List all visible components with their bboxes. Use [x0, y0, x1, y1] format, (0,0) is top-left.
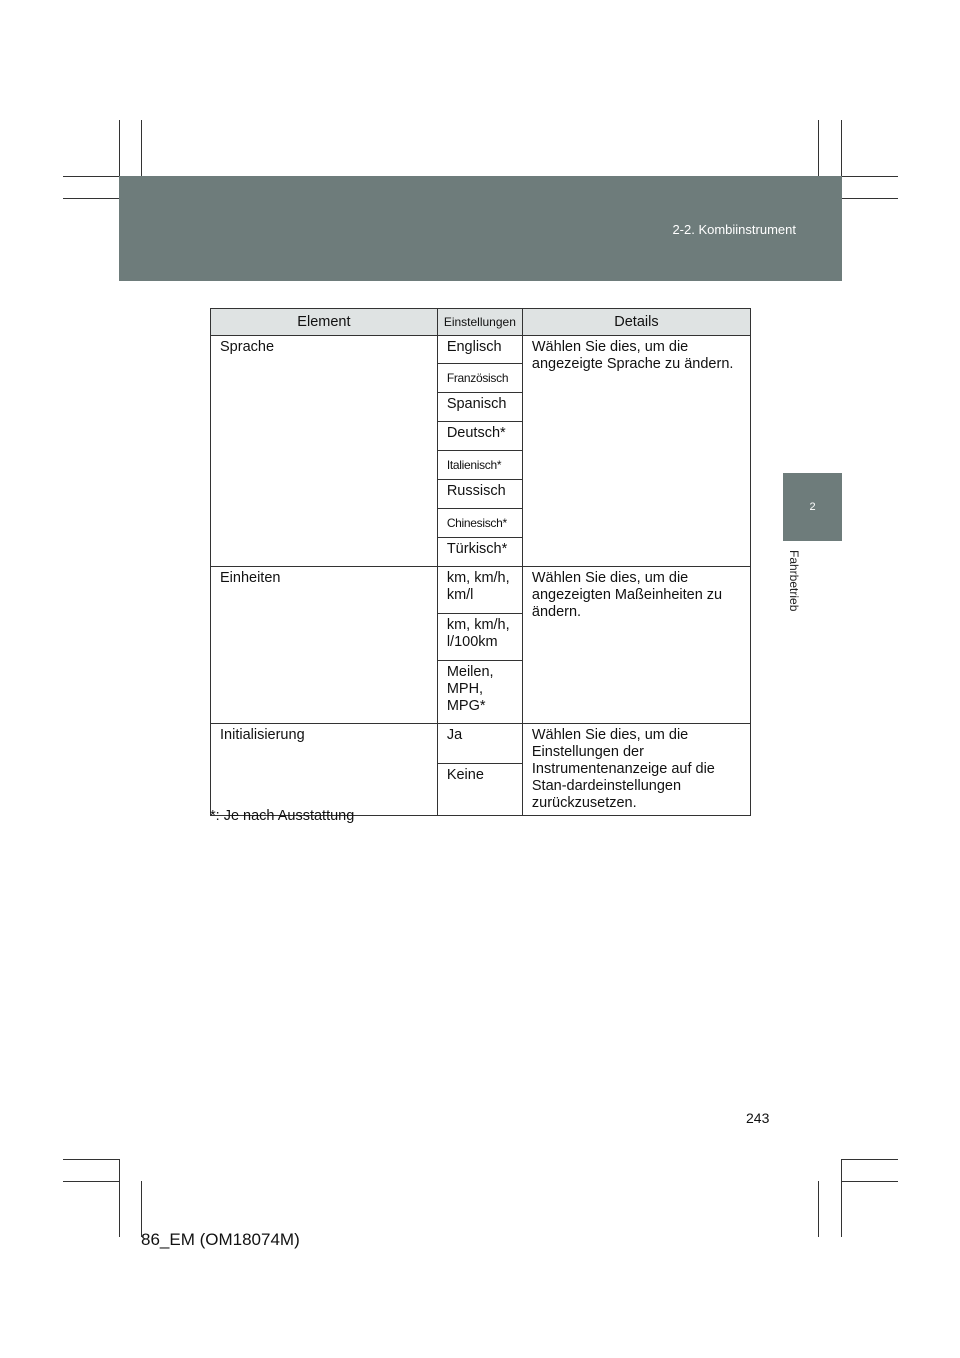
page-number: 243 [746, 1110, 770, 1126]
crop-mark [842, 1181, 898, 1182]
section-title: 2-2. Kombiinstrument [672, 222, 796, 237]
chapter-tab [783, 473, 842, 541]
crop-mark [841, 1159, 842, 1237]
details-sprache: Wählen Sie dies, um die angezeigte Sprache zu ändern. [522, 336, 750, 567]
table-row [211, 336, 751, 364]
crop-mark [63, 198, 119, 199]
crop-mark [818, 1181, 819, 1237]
header-details: Details [522, 309, 750, 336]
table-row [211, 724, 751, 764]
element-einheiten: Einheiten [211, 567, 438, 724]
settings-table [210, 308, 751, 816]
crop-mark [63, 1159, 119, 1160]
element-sprache: Sprache [211, 336, 438, 567]
option-km-kml: km, km/h, km/l [437, 567, 522, 614]
chapter-label: Fahrbetrieb [787, 550, 801, 612]
details-initialisierung: Wählen Sie dies, um die Einstellungen der Instrumentenanzeige auf die Stan-dardeinstellungen zurückzusetzen. [522, 724, 750, 816]
option-km-l100km: km, km/h, l/100km [437, 614, 522, 661]
details-einheiten: Wählen Sie dies, um die angezeigten Maßeinheiten zu ändern. [522, 567, 750, 724]
option-keine: Keine [437, 763, 522, 815]
option-italienisch: Italienisch* [437, 451, 522, 480]
option-englisch: Englisch [437, 336, 522, 364]
footnote: *: Je nach Ausstattung [210, 808, 355, 824]
option-franzoesisch: Französisch [437, 364, 522, 393]
crop-mark [141, 1181, 142, 1237]
crop-mark [119, 1159, 120, 1237]
header-settings: Einstellungen [437, 309, 522, 336]
option-spanisch: Spanisch [437, 393, 522, 422]
crop-mark [119, 120, 120, 176]
table-header-row [211, 309, 751, 336]
option-chinesisch: Chinesisch* [437, 509, 522, 538]
crop-mark [842, 1159, 898, 1160]
option-meilen: Meilen, MPH, MPG* [437, 661, 522, 724]
crop-mark [63, 1181, 119, 1182]
crop-mark [63, 176, 119, 177]
option-tuerkisch: Türkisch* [437, 538, 522, 567]
crop-mark [141, 120, 142, 176]
option-deutsch: Deutsch* [437, 422, 522, 451]
crop-mark [842, 176, 898, 177]
option-ja: Ja [437, 724, 522, 764]
crop-mark [842, 198, 898, 199]
document-code: 86_EM (OM18074M) [141, 1230, 300, 1249]
option-russisch: Russisch [437, 480, 522, 509]
crop-mark [841, 120, 842, 176]
chapter-number: 2 [809, 501, 816, 513]
header-band [119, 176, 842, 281]
header-element: Element [211, 309, 438, 336]
crop-mark [818, 120, 819, 176]
table-row [211, 567, 751, 614]
element-initialisierung: Initialisierung [211, 724, 438, 816]
chapter-label-wrapper [787, 550, 805, 630]
